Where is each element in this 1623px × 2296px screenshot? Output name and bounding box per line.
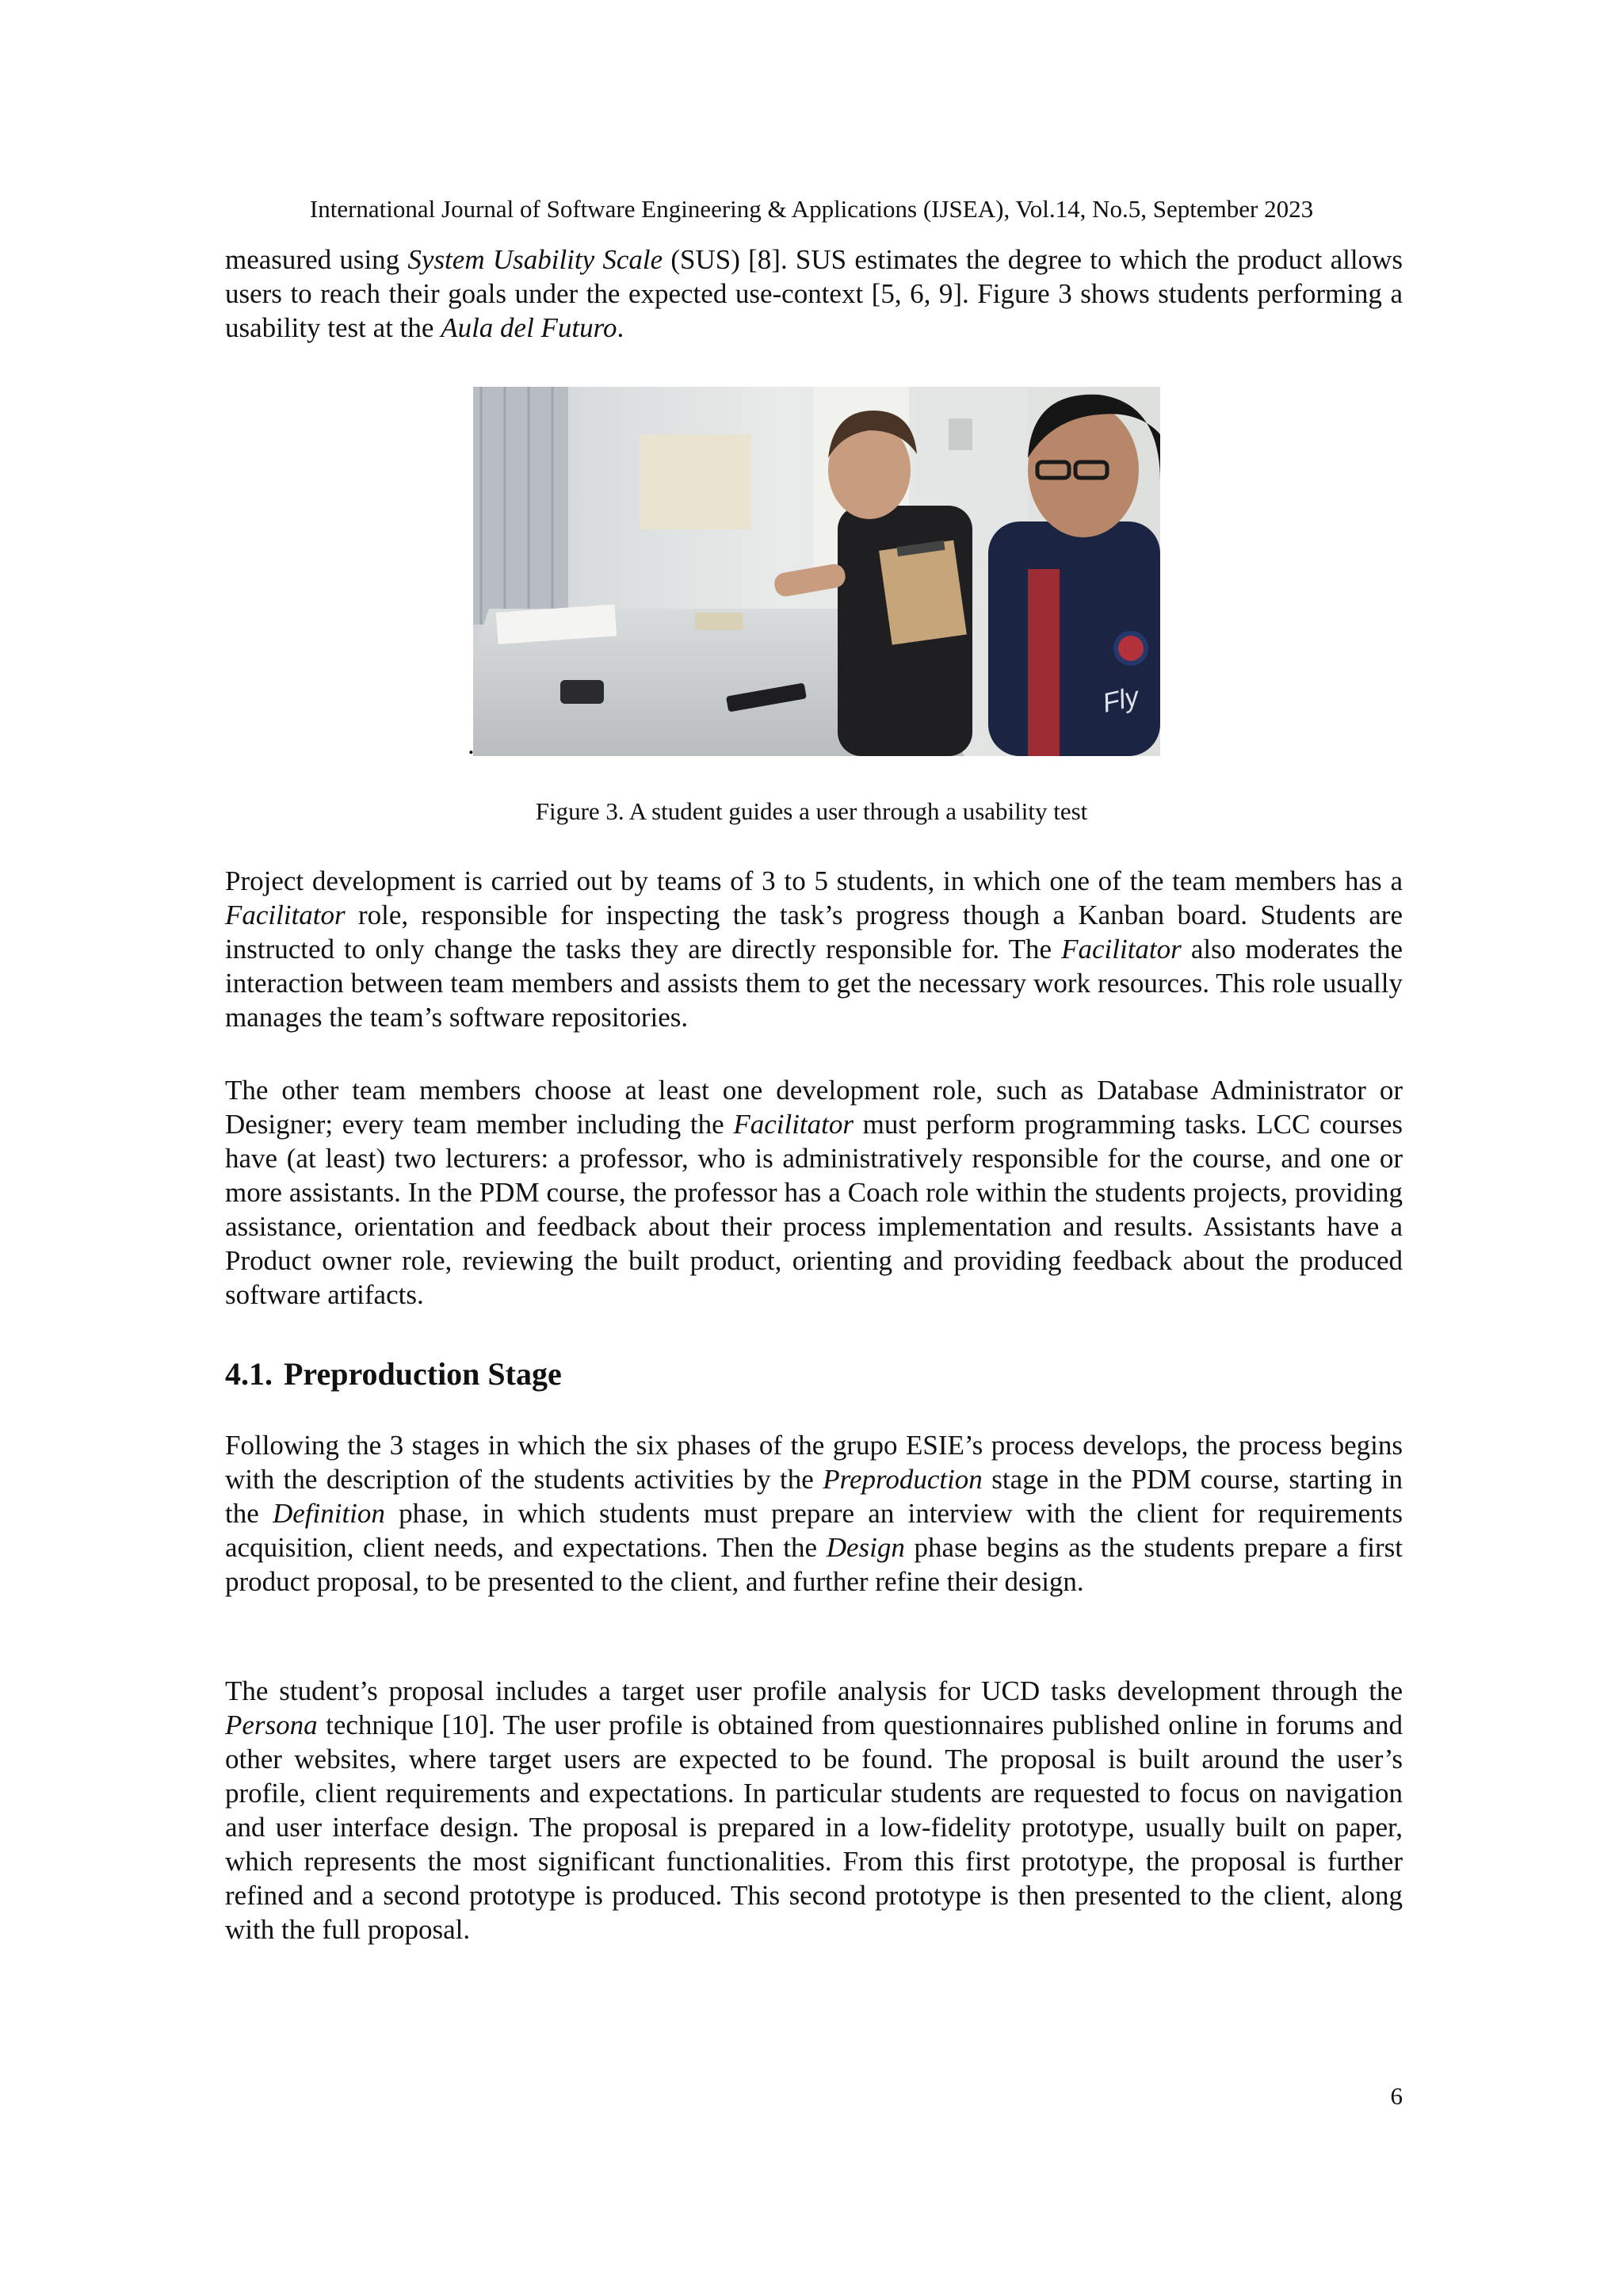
section-number: 4.1. bbox=[225, 1356, 273, 1392]
section-title: Preproduction Stage bbox=[284, 1356, 562, 1392]
figure-dot: . bbox=[468, 729, 475, 760]
figure-photo bbox=[473, 387, 1160, 756]
text-run: Project development is carried out by teams of 3 to 5 students, in which one of the team members has a bbox=[225, 865, 1403, 896]
text-run: . bbox=[617, 312, 624, 343]
body-paragraph bbox=[225, 864, 1403, 1034]
body-paragraph bbox=[225, 1428, 1403, 1599]
italic-term: Preproduction bbox=[823, 1464, 983, 1495]
italic-term: System Usability Scale bbox=[407, 244, 663, 275]
text-run: (SUS) [8]. SUS estimates the degree to which the product allows users to reach their goals under the expected use-context [5, 6, 9]. Figure 3 shows students performing a usability test at the bbox=[225, 244, 1403, 343]
italic-term: Facilitator bbox=[733, 1109, 854, 1140]
text-run: also moderates the interaction between team members and assists them to get the necessary work resources. This role usually manages the team’s software repositories. bbox=[225, 934, 1403, 1033]
svg-text:Fly: Fly bbox=[1099, 682, 1142, 719]
running-header: International Journal of Software Engineering & Applications (IJSEA), Vol.14, No.5, September 2023 bbox=[309, 195, 1314, 223]
text-run: measured using bbox=[225, 244, 408, 275]
text-run: The other team members choose at least one development role, such as Database Administrator or Designer; every team member including the bbox=[225, 1075, 1403, 1140]
text-run: role, responsible for inspecting the task’s progress though a Kanban board. Students are instructed to only change the tasks they are directly responsible for. The bbox=[225, 900, 1403, 965]
section-heading bbox=[225, 1354, 562, 1394]
italic-term: Definition bbox=[272, 1498, 385, 1529]
body-paragraph bbox=[225, 1674, 1403, 1946]
text-run: phase, in which students must prepare an interview with the client for requirements acquisition, client needs, and expectations. Then the bbox=[225, 1498, 1403, 1563]
italic-term: Facilitator bbox=[225, 900, 346, 930]
italic-term: Persona bbox=[225, 1710, 318, 1740]
text-run: The student’s proposal includes a target user profile analysis for UCD tasks development through the bbox=[225, 1675, 1403, 1706]
intro-paragraph bbox=[225, 243, 1403, 345]
italic-term: Facilitator bbox=[1061, 934, 1182, 965]
text-run: Following the 3 stages in which the six phases of the grupo ESIE’s process develops, the process begins with the description of the students activities by the bbox=[225, 1430, 1403, 1495]
usability-test-photo bbox=[473, 387, 1160, 756]
figure-caption: Figure 3. A student guides a user through a usability test bbox=[535, 797, 1088, 825]
text-run: must perform programming tasks. LCC courses have (at least) two lecturers: a professor, who is administratively responsible for the course, and one or more assistants. In the PDM course, the professor has a Coach role within the students projects, providing assistance, orientation and feedback about their process implementation and results. Assistants have a Product owner role, reviewing the built product, orienting and providing feedback about the produced software artifacts. bbox=[225, 1109, 1403, 1310]
text-run: technique [10]. The user profile is obtained from questionnaires published online in forums and other websites, where target users are expected to be found. The proposal is built around the user’s profile, client requirements and expectations. In particular students are requested to focus on navigation and user interface design. The proposal is prepared in a low-fidelity prototype, usually built on paper, which represents the most significant functionalities. From this first prototype, the proposal is further refined and a second prototype is produced. This second prototype is then presented to the client, along with the full proposal. bbox=[225, 1710, 1403, 1945]
italic-term: Design bbox=[826, 1532, 905, 1563]
page-number: 6 bbox=[1390, 2082, 1403, 2110]
italic-term: Aula del Futuro bbox=[441, 312, 617, 343]
text-run: stage in the PDM course, starting in the bbox=[225, 1464, 1403, 1529]
text-run: phase begins as the students prepare a first product proposal, to be presented to the client, and further refine their design. bbox=[225, 1532, 1403, 1597]
body-paragraph bbox=[225, 1073, 1403, 1312]
